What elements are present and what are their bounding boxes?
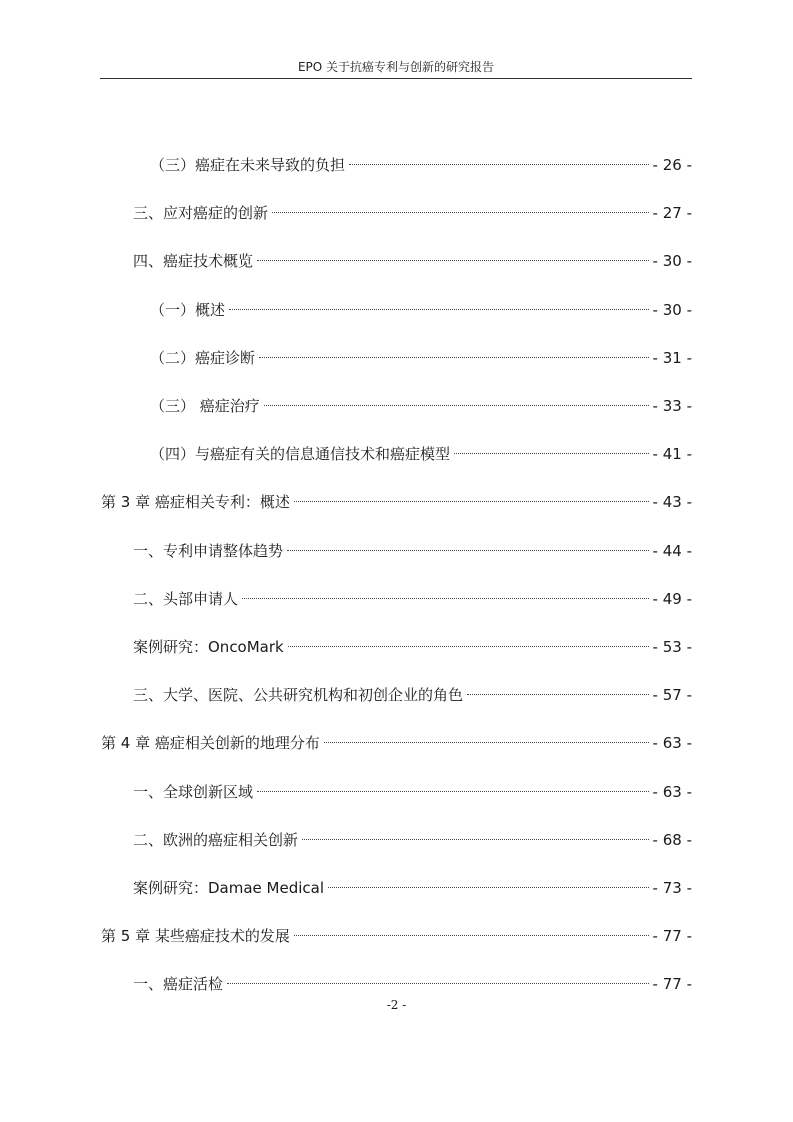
toc-dot-leader bbox=[229, 309, 649, 310]
toc-entry-label: 一、专利申请整体趋势 bbox=[133, 542, 284, 560]
toc-entry-label: （一）概述 bbox=[150, 301, 226, 319]
toc-entry-page: - 53 - bbox=[652, 638, 692, 656]
toc-entry-page: - 73 - bbox=[652, 879, 692, 897]
toc-entry-page: - 31 - bbox=[652, 349, 692, 367]
toc-dot-leader bbox=[454, 453, 649, 454]
toc-entry[interactable] bbox=[133, 973, 692, 995]
toc-entry-label: 案例研究：OncoMark bbox=[133, 638, 284, 656]
toc-entry[interactable] bbox=[133, 540, 692, 562]
toc-entry[interactable] bbox=[150, 347, 692, 369]
toc-dot-leader bbox=[257, 791, 649, 792]
page-number: -2 - bbox=[386, 998, 407, 1012]
toc-entry[interactable] bbox=[150, 443, 692, 465]
toc-dot-leader bbox=[324, 742, 649, 743]
toc-dot-leader bbox=[294, 501, 649, 502]
toc-entry-page: - 57 - bbox=[652, 686, 692, 704]
toc-entry-label: （三）癌症在未来导致的负担 bbox=[150, 156, 346, 174]
toc-entry-label: 一、全球创新区域 bbox=[133, 783, 254, 801]
toc-dot-leader bbox=[264, 405, 649, 406]
toc-dot-leader bbox=[294, 935, 649, 936]
toc-dot-leader bbox=[287, 550, 649, 551]
toc-entry[interactable] bbox=[150, 154, 692, 176]
toc-entry-label: 四、癌症技术概览 bbox=[133, 252, 254, 270]
toc-dot-leader bbox=[349, 164, 649, 165]
toc-entry-page: - 77 - bbox=[652, 927, 692, 945]
toc-entry-page: - 77 - bbox=[652, 975, 692, 993]
toc-dot-leader bbox=[302, 839, 649, 840]
toc-entry[interactable] bbox=[133, 877, 692, 899]
toc-dot-leader bbox=[272, 212, 649, 213]
toc-entry[interactable] bbox=[101, 925, 692, 947]
toc-entry-page: - 68 - bbox=[652, 831, 692, 849]
toc-dot-leader bbox=[288, 646, 649, 647]
toc-entry[interactable] bbox=[133, 588, 692, 610]
toc-entry-page: - 33 - bbox=[652, 397, 692, 415]
toc-entry-page: - 44 - bbox=[652, 542, 692, 560]
toc-entry-label: 第 4 章 癌症相关创新的地理分布 bbox=[101, 734, 320, 752]
toc-entry[interactable] bbox=[101, 732, 692, 754]
toc-entry-label: （二）癌症诊断 bbox=[150, 349, 256, 367]
toc-entry-page: - 63 - bbox=[652, 734, 692, 752]
toc-entry[interactable] bbox=[133, 202, 692, 224]
toc-entry-label: 三、大学、医院、公共研究机构和初创企业的角色 bbox=[133, 686, 464, 704]
toc-entry[interactable] bbox=[133, 250, 692, 272]
toc-dot-leader bbox=[242, 598, 649, 599]
toc-entry-page: - 26 - bbox=[652, 156, 692, 174]
toc-entry-label: 二、头部申请人 bbox=[133, 590, 239, 608]
toc-entry[interactable] bbox=[150, 299, 692, 321]
toc-dot-leader bbox=[257, 260, 649, 261]
toc-entry[interactable] bbox=[101, 491, 692, 513]
toc-entry[interactable] bbox=[150, 395, 692, 417]
header-rule bbox=[100, 78, 692, 79]
toc-entry-label: 第 3 章 癌症相关专利：概述 bbox=[101, 493, 290, 511]
running-header: EPO 关于抗癌专利与创新的研究报告 bbox=[297, 60, 495, 74]
toc-dot-leader bbox=[227, 983, 649, 984]
toc-entry-label: （三） 癌症治疗 bbox=[150, 397, 260, 415]
toc-dot-leader bbox=[328, 887, 649, 888]
toc-entry-page: - 63 - bbox=[652, 783, 692, 801]
toc-entry-label: 案例研究：Damae Medical bbox=[133, 879, 325, 897]
toc-entry-page: - 49 - bbox=[652, 590, 692, 608]
toc-entry-label: （四）与癌症有关的信息通信技术和癌症模型 bbox=[150, 445, 451, 463]
toc-entry[interactable] bbox=[133, 636, 692, 658]
toc-entry[interactable] bbox=[133, 781, 692, 803]
toc-entry-label: 第 5 章 某些癌症技术的发展 bbox=[101, 927, 290, 945]
toc-entry-page: - 30 - bbox=[652, 301, 692, 319]
toc-entry[interactable] bbox=[133, 829, 692, 851]
toc-entry-page: - 41 - bbox=[652, 445, 692, 463]
toc-dot-leader bbox=[467, 694, 649, 695]
toc-entry-label: 二、欧洲的癌症相关创新 bbox=[133, 831, 299, 849]
toc-dot-leader bbox=[259, 357, 649, 358]
toc-entry-page: - 43 - bbox=[652, 493, 692, 511]
toc-entry[interactable] bbox=[133, 684, 692, 706]
toc-entry-label: 三、应对癌症的创新 bbox=[133, 204, 269, 222]
toc-entry-label: 一、癌症活检 bbox=[133, 975, 224, 993]
toc-entry-page: - 27 - bbox=[652, 204, 692, 222]
toc-entry-page: - 30 - bbox=[652, 252, 692, 270]
